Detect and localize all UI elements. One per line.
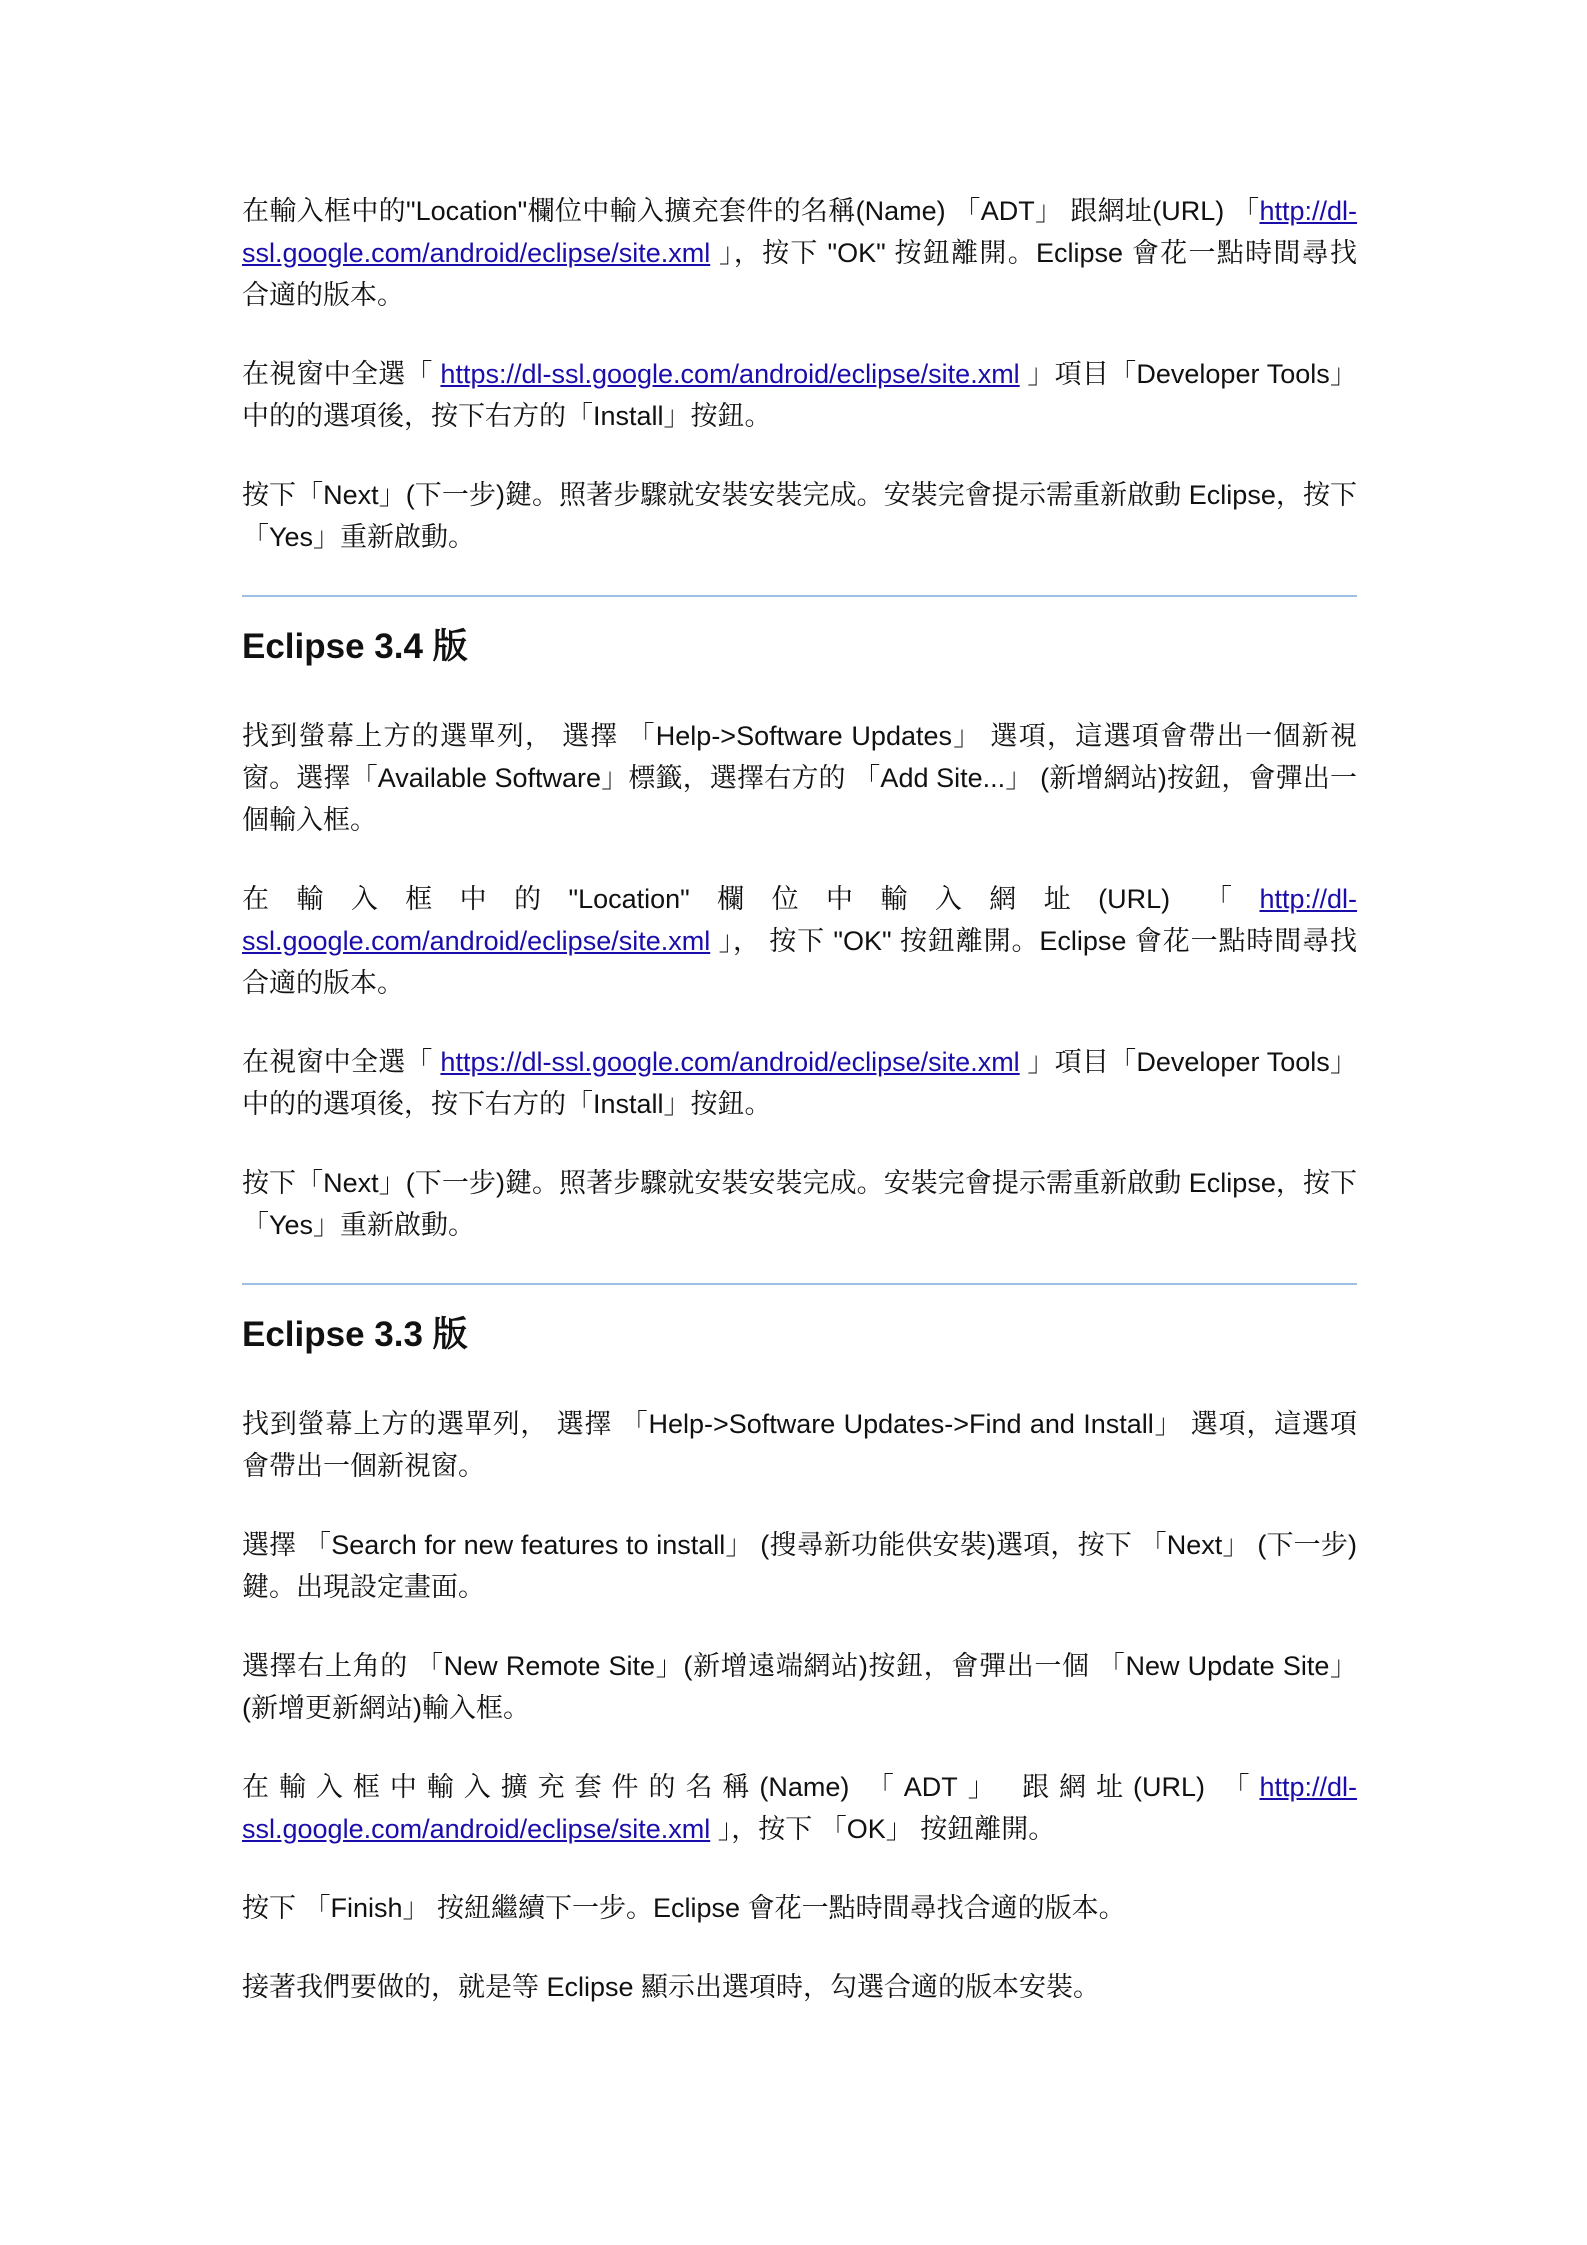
text-segment: 」， 按下 "OK" 按鈕離開。Eclipse 會花一點時間尋找合適的版本。 [242,926,1357,998]
text-segment: 在視窗中全選「 [242,1047,441,1077]
intro-paragraph-location [242,190,1357,316]
text-segment: 」，按下 「OK」 按鈕離開。 [710,1814,1056,1844]
eclipse33-paragraph-select-version: 接著我們要做的，就是等 Eclipse 顯示出選項時，勾選合適的版本安裝。 [242,1972,1101,2002]
adt-site-https-link[interactable]: https://dl-ssl.google.com/android/eclipse/site.xml [440,1047,1020,1077]
eclipse33-paragraph-finish: 按下 「Finish」 按紐繼續下一步。Eclipse 會花一點時間尋找合適的版本。 [242,1893,1126,1923]
adt-site-link[interactable]: http://dl-ssl.google.com/android/eclipse/site.xml [242,1772,1357,1844]
section-divider [242,595,1357,597]
text-segment: 」項目「Developer Tools」中的的選項後，按下右方的「Install」按鈕。 [242,1047,1357,1119]
section-heading-eclipse-34: Eclipse 3.4 版 [242,627,468,666]
section-divider [242,1283,1357,1285]
intro-paragraph-select-all [242,353,1357,437]
text-segment: 」項目「Developer Tools」中的的選項後，按下右方的「Install」按鈕。 [242,359,1357,431]
text-segment: 在輸入框中的"Location"欄位中輸入擴充套件的名稱(Name) 「ADT」 跟網址(URL) 「 [242,196,1260,226]
adt-site-link[interactable]: http://dl-ssl.google.com/android/eclipse/site.xml [242,196,1357,268]
section-heading-eclipse-33: Eclipse 3.3 版 [242,1315,468,1354]
text-segment: 」，按下 "OK" 按鈕離開。Eclipse 會花一點時間尋找合適的版本。 [242,238,1357,310]
eclipse34-paragraph-menu: 找到螢幕上方的選單列， 選擇 「Help->Software Updates」 選項，這選項會帶出一個新視窗。選擇「Available Software」標籤，選擇右方的 「Add Site...」 (新增網站)按鈕，會彈出一個輸入框。 [242,721,1357,835]
eclipse34-paragraph-location [242,878,1357,1004]
eclipse34-paragraph-select-all [242,1041,1357,1125]
eclipse33-paragraph-location [242,1766,1357,1850]
intro-paragraph-next: 按下「Next」(下一步)鍵。照著步驟就安裝安裝完成。安裝完會提示需重新啟動 Eclipse，按下「Yes」重新啟動。 [242,480,1357,552]
eclipse34-paragraph-next: 按下「Next」(下一步)鍵。照著步驟就安裝安裝完成。安裝完會提示需重新啟動 Eclipse，按下「Yes」重新啟動。 [242,1168,1357,1240]
text-segment: 在視窗中全選「 [242,359,441,389]
eclipse33-paragraph-remote-site: 選擇右上角的 「New Remote Site」(新增遠端網站)按鈕，會彈出一個 「New Update Site」(新增更新網站)輸入框。 [242,1651,1357,1723]
adt-site-https-link[interactable]: https://dl-ssl.google.com/android/eclipse/site.xml [440,359,1020,389]
eclipse33-paragraph-search: 選擇 「Search for new features to install」 (搜尋新功能供安裝)選項，按下 「Next」 (下一步)鍵。出現設定畫面。 [242,1530,1357,1602]
document-page [242,190,1357,2045]
text-segment: 在輸入框中的"Location"欄位中輸入網址(URL) 「 [242,884,1260,914]
text-segment: 在輸入框中輸入擴充套件的名稱(Name) 「ADT」 跟網址(URL) 「 [242,1772,1260,1802]
eclipse33-paragraph-menu: 找到螢幕上方的選單列， 選擇 「Help->Software Updates->Find and Install」 選項，這選項會帶出一個新視窗。 [242,1409,1357,1481]
adt-site-link[interactable]: http://dl-ssl.google.com/android/eclipse/site.xml [242,884,1357,956]
